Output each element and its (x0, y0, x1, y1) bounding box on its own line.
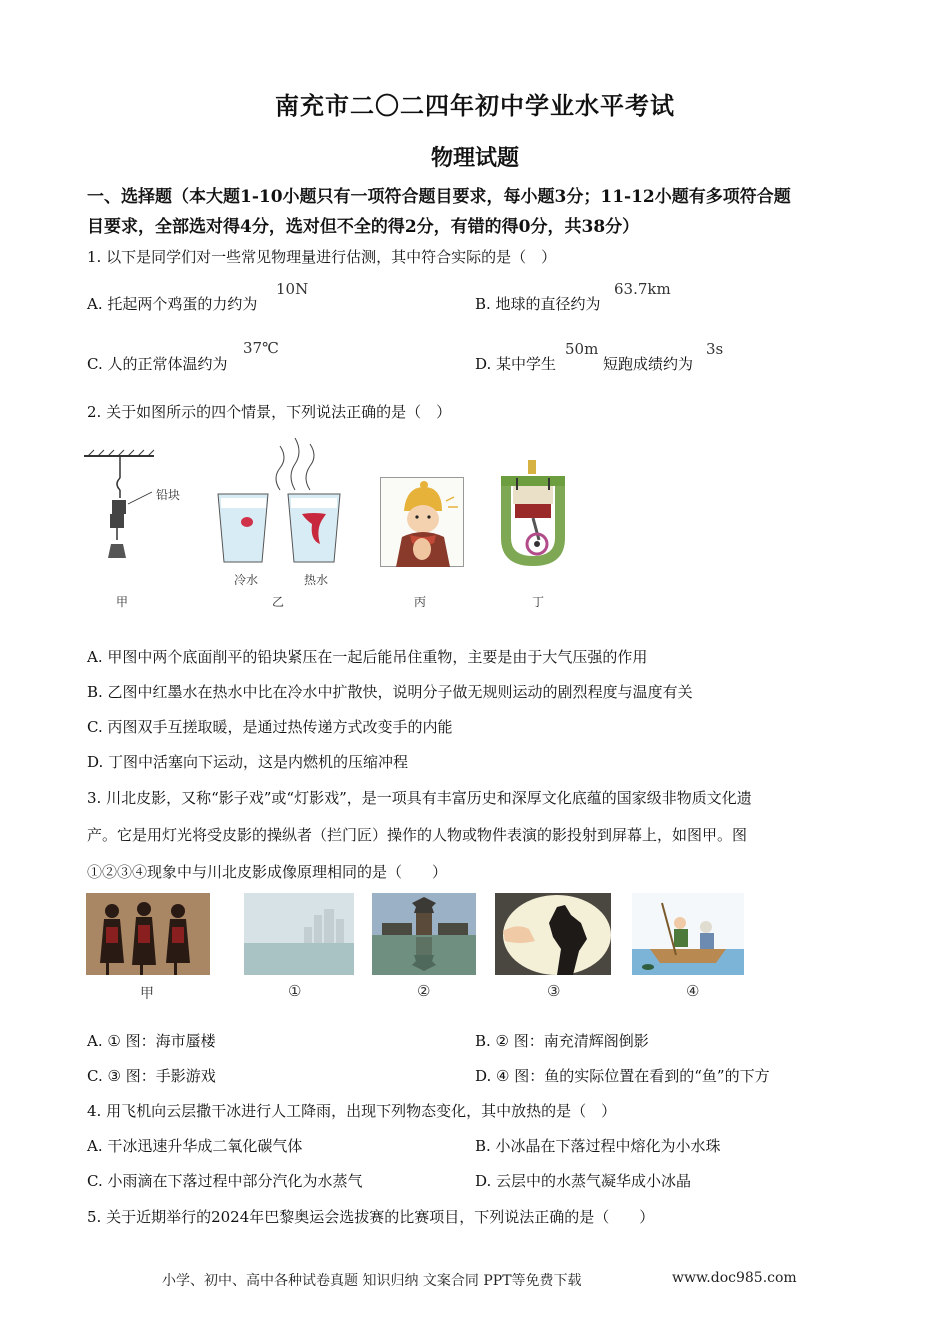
q1-option-b: B. 地球的直径约为 (475, 295, 601, 313)
q1-option-d-value1: 50m (565, 340, 599, 358)
q3-caption-3: ③ (547, 982, 561, 1000)
q2-figure-lead-blocks (84, 448, 194, 568)
q3-stem-line2: 产。它是用灯光将受皮影的操纵者（拦门匠）操作的人物或物件表演的影投射到屏幕上，如图甲。图 (87, 826, 748, 844)
q3-option-a: A. ① 图：海市蜃楼 (87, 1032, 216, 1050)
q2-stem: 2. 关于如图所示的四个情景，下列说法正确的是（ ） (87, 403, 452, 421)
q4-option-c: C. 小雨滴在下落过程中部分汽化为水蒸气 (87, 1172, 363, 1190)
footer-text: 小学、初中、高中各种试卷真题 知识归纳 文案合同 PPT等免费下载 (162, 1273, 582, 1289)
q4-option-b: B. 小冰晶在下落过程中熔化为小水珠 (475, 1137, 721, 1155)
q3-stem-line1: 3. 川北皮影，又称“影子戏”或“灯影戏”，是一项具有丰富历史和深厚文化底蕴的国家级非物质文化遗 (87, 789, 752, 807)
q4-option-d: D. 云层中的水蒸气凝华成小冰晶 (475, 1172, 692, 1190)
q1-stem: 1. 以下是同学们对一些常见物理量进行估测，其中符合实际的是（ ） (87, 248, 557, 266)
section-heading-line1: 一、选择题（本大题1-10小题只有一项符合题目要求，每小题3分；11-12小题有多项符合题 (87, 187, 791, 207)
q1-option-a-value: 10N (276, 280, 309, 298)
q3-photo-mirage (244, 893, 354, 975)
q3-caption-2: ② (417, 982, 431, 1000)
q4-stem: 4. 用飞机向云层撒干冰进行人工降雨，出现下列物态变化，其中放热的是（ ） (87, 1102, 617, 1120)
q2-caption-d: 丁 (532, 595, 545, 609)
q2-option-a: A. 甲图中两个底面削平的铅块紧压在一起后能吊住重物，主要是由于大气压强的作用 (87, 648, 648, 666)
exam-title: 南充市二〇二四年初中学业水平考试 (275, 91, 675, 120)
q2-lead-label: 铅块 (156, 488, 181, 502)
q2-option-d: D. 丁图中活塞向下运动，这是内燃机的压缩冲程 (87, 753, 409, 771)
q3-photo-pavilion-reflection (372, 893, 476, 975)
q3-stem-line3: ①②③④现象中与川北皮影成像原理相同的是（ ） (87, 863, 448, 881)
q1-option-d-part1: D. 某中学生 (475, 355, 557, 373)
q2-caption-a: 甲 (116, 595, 129, 609)
q3-caption-4: ④ (686, 982, 700, 1000)
q2-figure-rubbing-hands (380, 477, 464, 567)
q3-photo-fishing (632, 893, 744, 975)
q2-option-b: B. 乙图中红墨水在热水中比在冷水中扩散快，说明分子做无规则运动的剧烈程度与温度有关 (87, 683, 693, 701)
exam-subtitle: 物理试题 (430, 145, 519, 171)
q1-option-c: C. 人的正常体温约为 (87, 355, 228, 373)
q1-option-c-value: 37℃ (243, 339, 279, 357)
q1-option-d-value2: 3s (706, 340, 724, 358)
q3-option-d: D. ④ 图：鱼的实际位置在看到的“鱼”的下方 (475, 1067, 770, 1085)
section-heading-line2: 目要求，全部选对得4分，选对但不全的得2分，有错的得0分，共38分） (87, 217, 640, 237)
q3-option-b: B. ② 图：南充清辉阁倒影 (475, 1032, 649, 1050)
footer-site-link[interactable]: www.doc985.com (672, 1270, 797, 1286)
q2-option-c: C. 丙图双手互搓取暖，是通过热传递方式改变手的内能 (87, 718, 453, 736)
q2-hot-label: 热水 (304, 573, 329, 587)
q3-caption-0: 甲 (140, 986, 154, 1002)
q2-caption-c: 丙 (414, 595, 427, 609)
q2-figure-beakers (210, 430, 360, 570)
q3-option-c: C. ③ 图：手影游戏 (87, 1067, 216, 1085)
q2-cold-label: 冷水 (234, 573, 259, 587)
q3-caption-1: ① (288, 982, 302, 1000)
q2-figure-engine (495, 458, 575, 570)
q1-option-d-part2: 短跑成绩约为 (603, 355, 694, 373)
q5-stem: 5. 关于近期举行的2024年巴黎奥运会选拔赛的比赛项目，下列说法正确的是（ ） (87, 1208, 655, 1226)
q1-option-b-value: 63.7km (614, 280, 671, 298)
q3-photo-hand-shadow (495, 893, 611, 975)
q3-photo-shadow-puppets (86, 893, 210, 975)
q2-caption-b: 乙 (272, 595, 285, 609)
q4-option-a: A. 干冰迅速升华成二氧化碳气体 (87, 1137, 303, 1155)
q1-option-a: A. 托起两个鸡蛋的力约为 (87, 295, 258, 313)
